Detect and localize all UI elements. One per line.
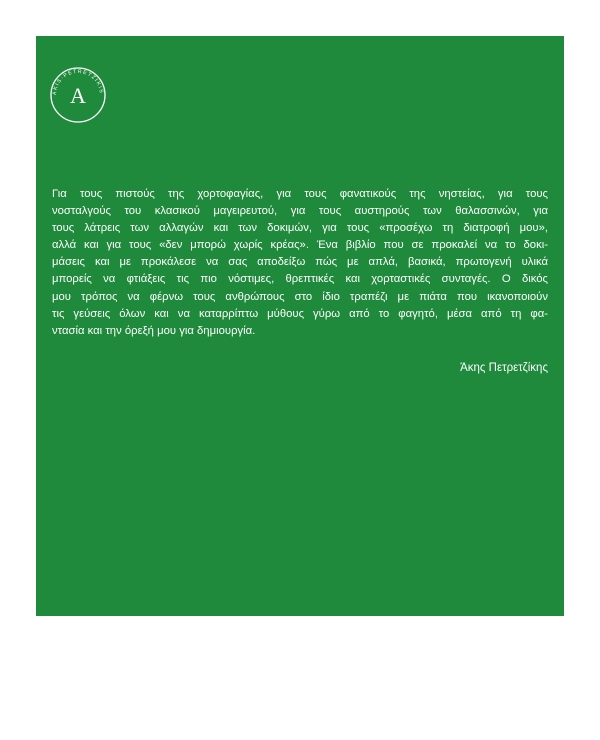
blurb-line: μπορείς να φτιάξεις τις πιο νόστιμες, θρεπτικές και χορταστικές συνταγές. Ο δικός — [52, 273, 548, 286]
blurb-line: μάσεις και με προκάλεσε να σας αποδείξω πώς με απλά, βασικά, πρωτογενή υλικά — [52, 256, 548, 269]
blurb-line: νοσταλγούς του κλασικού μαγειρευτού, για τους αυστηρούς των θαλασσινών, για — [52, 205, 548, 218]
logo-letter: A — [70, 83, 86, 108]
blurb-line: μου τρόπος να φέρνω τους ανθρώπους στο ίδιο τραπέζι με πιάτα που ικανοποιούν — [52, 290, 548, 303]
blurb-line: τους λάτρεις των αλλαγών και των δοκιμών, για τους «προσέχω τη διατροφή μου», — [52, 222, 548, 235]
logo-ring-text: AKIS·PETRETZIKIS — [51, 68, 105, 96]
blurb-text — [52, 186, 548, 340]
blurb-line: Για τους πιστούς της χορτοφαγίας, για τους φανατικούς της νηστείας, για τους — [52, 188, 548, 200]
blurb-line: τις γεύσεις όλων και να καταρρίπτω μύθους γύρω από το φαγητό, μέσα από τη φα- — [52, 307, 548, 320]
publisher-logo — [48, 65, 108, 125]
author-signature: Άκης Πετρετζίκης — [460, 362, 548, 374]
blurb-line: ντασία και την όρεξή μου για δημιουργία. — [52, 324, 256, 337]
blurb-line: αλλά και για τους «δεν μπορώ χωρίς κρέας». Ένα βιβλίο που σε προκαλεί να το δοκι- — [52, 239, 548, 252]
